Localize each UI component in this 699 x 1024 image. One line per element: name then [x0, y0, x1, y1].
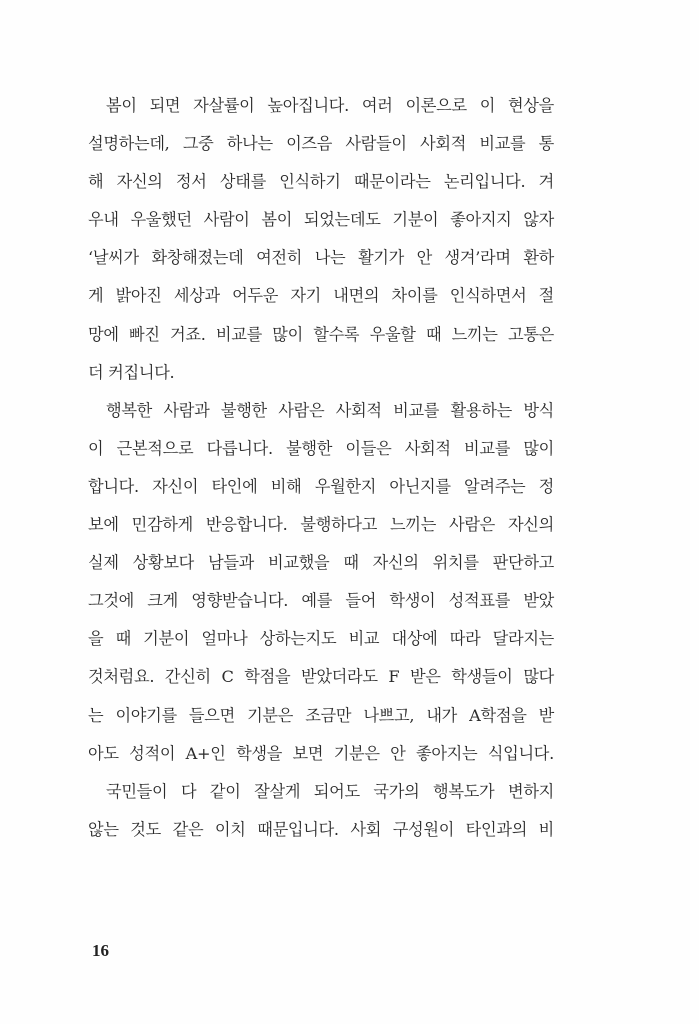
text-line: 이 근본적으로 다릅니다. 불행한 이들은 사회적 비교를 많이	[88, 438, 554, 458]
text-line: 게 밝아진 세상과 어두운 자기 내면의 차이를 인식하면서 절	[88, 286, 554, 306]
text-line: 더 커집니다.	[88, 362, 175, 382]
text-line: 아도 성적이 A+인 학생을 보면 기분은 안 좋아지는 식입니다.	[88, 743, 554, 763]
text-line: 는 이야기를 들으면 기분은 조금만 나쁘고, 내가 A학점을 받	[88, 705, 554, 725]
text-line: 봄이 되면 자살률이 높아집니다. 여러 이론으로 이 현상을	[106, 96, 554, 115]
text-line: 을 때 기분이 얼마나 상하는지도 비교 대상에 따라 달라지는	[88, 629, 554, 649]
page-number: 16	[92, 941, 109, 960]
text-line: 해 자신의 정서 상태를 인식하기 때문이라는 논리입니다. 겨	[88, 172, 554, 192]
text-line: 것처럼요. 간신히 C 학점을 받았더라도 F 받은 학생들이 많다	[88, 667, 554, 687]
text-line: 행복한 사람과 불행한 사람은 사회적 비교를 활용하는 방식	[106, 400, 554, 420]
text-line: 보에 민감하게 반응합니다. 불행하다고 느끼는 사람은 자신의	[88, 515, 554, 535]
text-line: ‘날씨가 화창해졌는데 여전히 나는 활기가 안 생겨’라며 환하	[88, 248, 554, 268]
text-line: 합니다. 자신이 타인에 비해 우월한지 아닌지를 알려주는 정	[88, 476, 554, 496]
text-line: 망에 빠진 거죠. 비교를 많이 할수록 우울할 때 느끼는 고통은	[88, 324, 554, 344]
text-line: 않는 것도 같은 이치 때문입니다. 사회 구성원이 타인과의 비	[88, 819, 554, 839]
text-line: 우내 우울했던 사람이 봄이 되었는데도 기분이 좋아지지 않자	[88, 210, 554, 230]
text-line: 실제 상황보다 남들과 비교했을 때 자신의 위치를 판단하고	[88, 553, 554, 573]
text-line: 국민들이 다 같이 잘살게 되어도 국가의 행복도가 변하지	[106, 781, 554, 801]
body-text	[88, 87, 554, 849]
text-line: 그것에 크게 영향받습니다. 예를 들어 학생이 성적표를 받았	[88, 591, 554, 611]
text-line: 설명하는데, 그중 하나는 이즈음 사람들이 사회적 비교를 통	[88, 134, 554, 154]
